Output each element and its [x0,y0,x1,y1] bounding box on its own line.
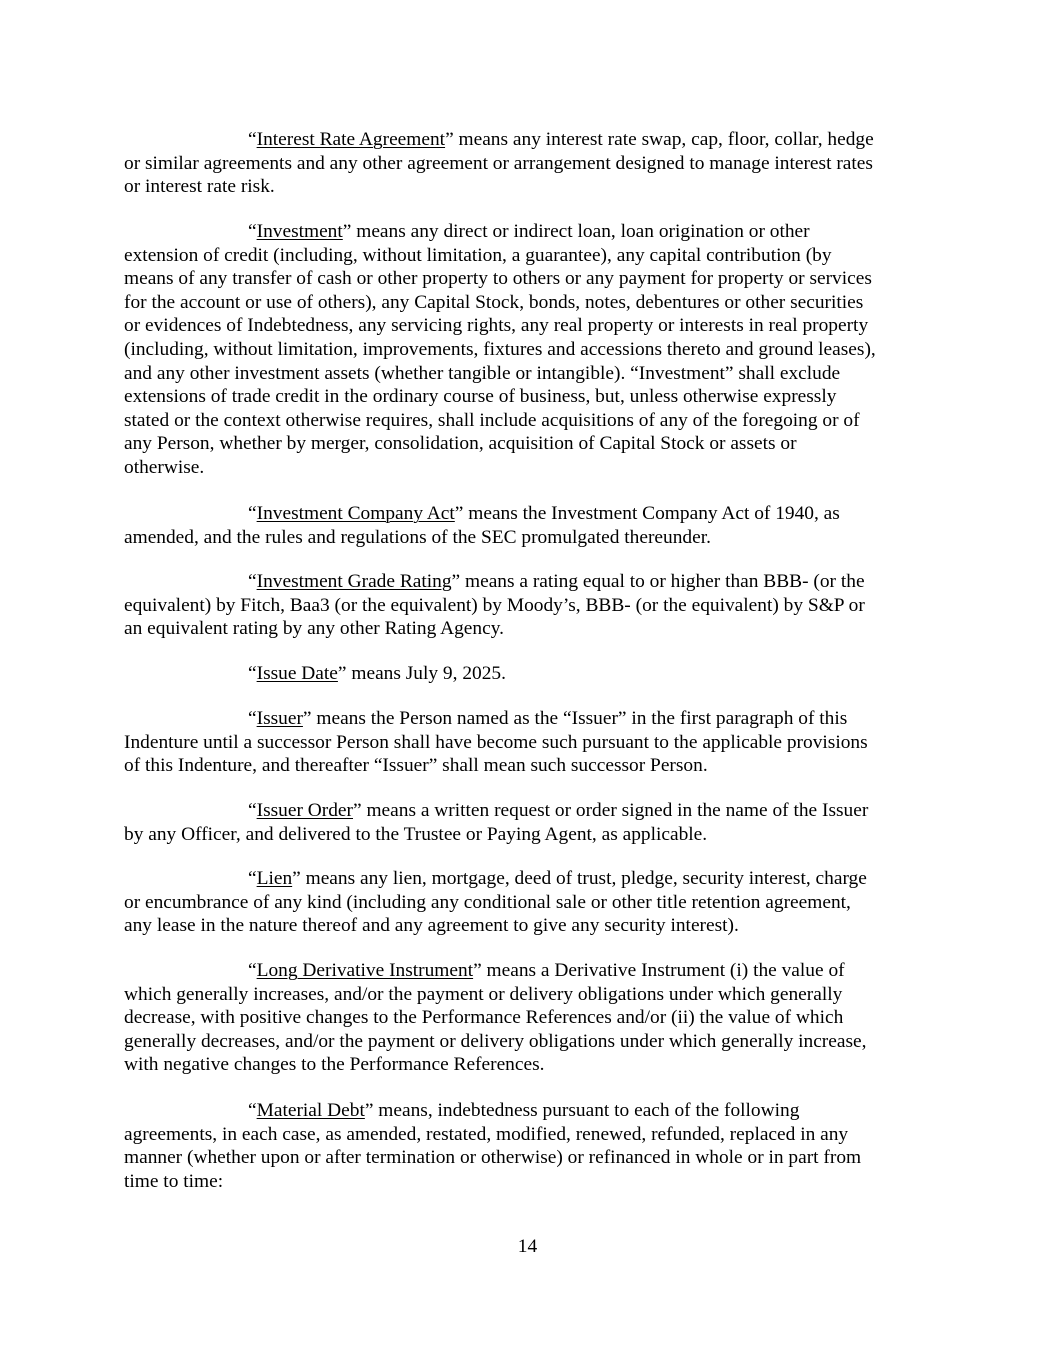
paragraph-first-line [124,707,944,731]
open-quote: “ [248,800,257,821]
definition-text: ” means, indebtedness pursuant to each of the following [364,1100,800,1121]
definition-paragraph [124,502,944,549]
definition-paragraph [124,128,944,199]
paragraph-line: time to time: [124,1170,224,1192]
open-quote: “ [248,868,257,889]
paragraph-first-line [124,662,944,686]
paragraph-line: or similar agreements and any other agreement or arrangement designed to manage interest rates [124,152,873,174]
defined-term: Investment [256,221,343,242]
open-quote: “ [248,221,257,242]
paragraph-line: or interest rate risk. [124,176,275,198]
defined-term: Material Debt [256,1100,365,1121]
defined-term: Investment Company Act [256,503,455,524]
defined-term: Investment Grade Rating [256,571,452,592]
open-quote: “ [248,663,257,684]
paragraph-line: with negative changes to the Performance References. [124,1054,545,1076]
paragraph-first-line [124,570,944,594]
paragraph-line: manner (whether upon or after termination or otherwise) or refinanced in whole or in part from [124,1147,862,1169]
definition-paragraph [124,662,944,686]
paragraph-line: otherwise. [124,456,205,478]
paragraph-line: stated or the context otherwise requires, shall include acquisitions of any of the foregoing or of [124,409,860,431]
paragraph-line: and any other investment assets (whether tangible or intangible). “Investment” shall exclude [124,362,841,384]
open-quote: “ [248,708,257,729]
definition-text: ” means any direct or indirect loan, loan origination or other [342,221,810,242]
paragraph-line: an equivalent rating by any other Rating Agency. [124,618,504,640]
paragraph-first-line [124,959,944,983]
definition-text: ” means a written request or order signed in the name of the Issuer [353,800,869,821]
paragraph-line: agreements, in each case, as amended, restated, modified, renewed, refunded, replaced in any [124,1123,849,1145]
paragraph-line: Indenture until a successor Person shall have become such pursuant to the applicable provisions [124,731,868,753]
paragraph-line: means of any transfer of cash or other property to others or any payment for property or services [124,268,872,290]
paragraph-first-line [124,867,944,891]
paragraph-line: any Person, whether by merger, consolidation, acquisition of Capital Stock or assets or [124,433,797,455]
paragraph-line: equivalent) by Fitch, Baa3 (or the equivalent) by Moody’s, BBB- (or the equivalent) by S&P or [124,594,865,616]
paragraph-line: by any Officer, and delivered to the Trustee or Paying Agent, as applicable. [124,823,708,845]
paragraph-line: generally decreases, and/or the payment or delivery obligations under which generally increase, [124,1030,867,1052]
definition-paragraph [124,1099,944,1193]
definition-paragraph [124,220,944,480]
paragraph-line: decrease, with positive changes to the Performance References and/or (ii) the value of which [124,1007,844,1029]
paragraph-first-line [124,502,944,526]
definition-paragraph [124,570,944,641]
definition-text: ” means a Derivative Instrument (i) the value of [473,960,845,981]
paragraph-line: any lease in the nature thereof and any agreement to give any security interest). [124,915,739,937]
definition-text: ” means any lien, mortgage, deed of trust, pledge, security interest, charge [292,868,867,889]
defined-term: Long Derivative Instrument [256,960,474,981]
page-number: 14 [517,1236,538,1257]
defined-term: Issuer [256,708,303,729]
definition-text: ” means the Person named as the “Issuer” in the first paragraph of this [302,708,848,729]
defined-term: Lien [256,868,293,889]
open-quote: “ [248,571,257,592]
paragraph-line: of this Indenture, and thereafter “Issuer” shall mean such successor Person. [124,755,708,777]
definition-paragraph [124,959,944,1077]
paragraph-first-line [124,128,944,152]
definition-text: ” means a rating equal to or higher than BBB- (or the [451,571,865,592]
definition-paragraph [124,799,944,846]
paragraph-first-line [124,799,944,823]
paragraph-line: for the account or use of others), any Capital Stock, bonds, notes, debentures or other securities [124,291,864,313]
paragraph-first-line [124,220,944,244]
open-quote: “ [248,129,257,150]
paragraph-line: which generally increases, and/or the payment or delivery obligations under which generally [124,983,843,1005]
defined-term: Interest Rate Agreement [256,129,446,150]
paragraph-line: extension of credit (including, without limitation, a guarantee), any capital contribution (by [124,244,832,266]
definition-paragraph [124,707,944,778]
open-quote: “ [248,503,257,524]
open-quote: “ [248,960,257,981]
paragraph-line: extensions of trade credit in the ordinary course of business, but, unless otherwise expressly [124,386,837,408]
open-quote: “ [248,1100,257,1121]
paragraph-first-line [124,1099,944,1123]
definition-text: ” means July 9, 2025. [337,663,506,684]
paragraph-line: or encumbrance of any kind (including any conditional sale or other title retention agreement, [124,891,851,913]
definition-text: ” means any interest rate swap, cap, floor, collar, hedge [445,129,874,150]
paragraph-line: (including, without limitation, improvements, fixtures and accessions thereto and ground leases), [124,338,876,360]
paragraph-line: or evidences of Indebtedness, any servicing rights, any real property or interests in real property [124,315,869,337]
paragraph-line: amended, and the rules and regulations of the SEC promulgated thereunder. [124,526,711,548]
defined-term: Issuer Order [256,800,353,821]
defined-term: Issue Date [256,663,338,684]
definition-paragraph [124,867,944,938]
definition-text: ” means the Investment Company Act of 1940, as [454,503,840,524]
